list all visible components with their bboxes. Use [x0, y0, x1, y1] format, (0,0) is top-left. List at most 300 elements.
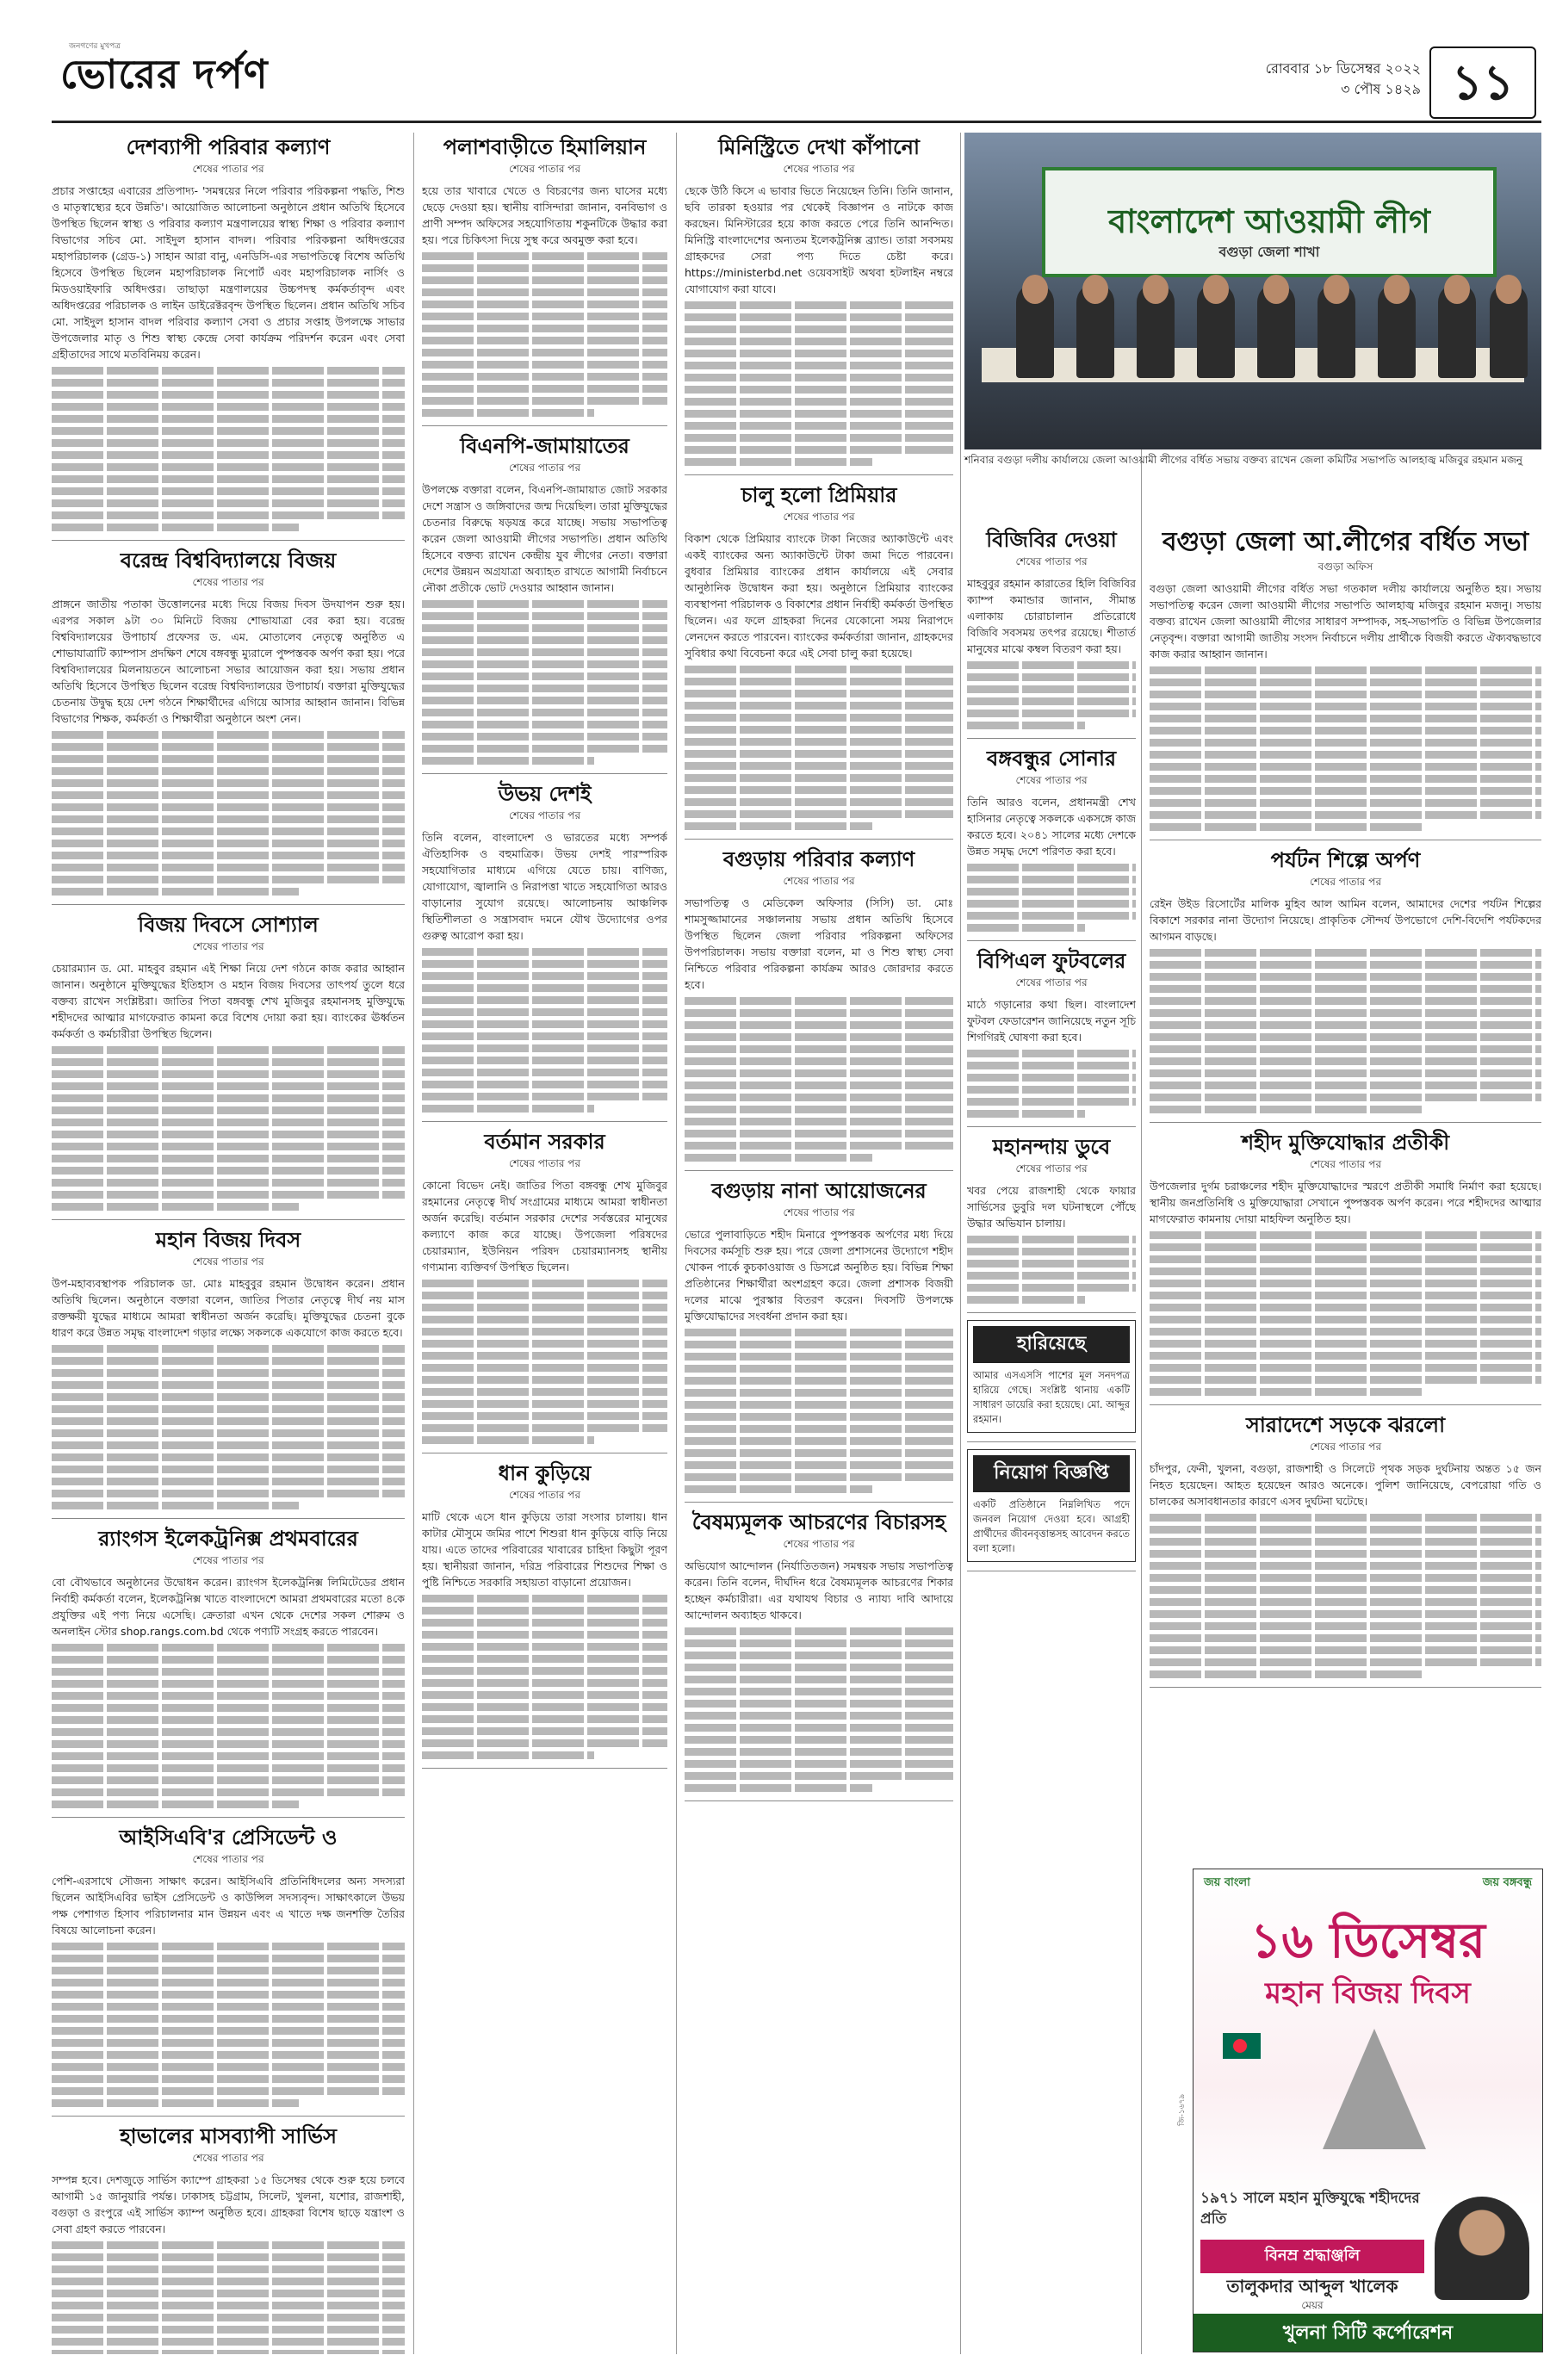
text-line: [685, 1724, 953, 1732]
text-line: [422, 1340, 667, 1348]
story-body: তিনি আরও বলেন, প্রধানমন্ত্রী শেখ হাসিনার নেতৃত্বে সকলকে একসঙ্গে কাজ করতে হবে। ২০৪১ সালের মধ্যে দেশকে উন্নত সমৃদ্ধ দেশে পরিণত করা হবে।: [967, 796, 1136, 858]
headline-wrap: [52, 1227, 405, 1253]
ad-slogans: [1194, 1869, 1542, 1898]
text-line: [685, 386, 953, 394]
text-line: [967, 1260, 1136, 1267]
text-line: [1150, 751, 1541, 759]
story-continuation: শেষের পাতার পর: [1309, 1441, 1382, 1453]
text-line: [52, 1143, 405, 1150]
photo-attendee-head: [1082, 275, 1108, 304]
text-line: [685, 1688, 953, 1695]
text-line: [52, 1740, 405, 1748]
news-story: [422, 134, 667, 417]
text-line: [52, 864, 405, 871]
text-line: [685, 1142, 953, 1150]
text-line: [52, 791, 405, 799]
story-continuation: শেষের পাতার পর: [1309, 1158, 1382, 1170]
text-line: [422, 361, 667, 369]
headline-wrap: [685, 846, 953, 872]
text-line: [685, 1389, 953, 1397]
text-line: [1150, 1514, 1541, 1522]
text-line: [685, 1772, 953, 1780]
text-line: [685, 1009, 953, 1017]
text-line: [422, 984, 667, 992]
text-line: [685, 1676, 953, 1683]
text-line: [1150, 703, 1541, 710]
photo-attendee-head: [1384, 275, 1410, 304]
text-line: [422, 1631, 667, 1639]
text-line: [967, 1272, 1136, 1280]
text-line: [422, 1008, 667, 1016]
text-line: [685, 338, 953, 345]
text-line: [1150, 1255, 1541, 1263]
text-line: [52, 511, 405, 519]
text-line: [52, 463, 405, 471]
text-line: [685, 446, 953, 454]
text-line: [1150, 1106, 1424, 1113]
text-line: [1150, 1292, 1541, 1299]
text-line: [52, 2290, 405, 2297]
text-line: [1150, 1352, 1541, 1360]
ad-slogan-right: জয় বঙ্গবন্ধু: [1482, 1876, 1532, 1889]
headline-wrap: [422, 1460, 667, 1486]
text-line: [1150, 1622, 1541, 1630]
text-line: [52, 1369, 405, 1377]
news-story: [1150, 1130, 1541, 1396]
text-line: [52, 1441, 405, 1449]
text-line: [967, 864, 1136, 871]
text-line: [685, 1033, 953, 1041]
text-line: [52, 755, 405, 763]
story-divider: [1150, 1687, 1541, 1688]
text-line: [1150, 1057, 1541, 1065]
text-line: [52, 827, 405, 835]
text-line: [52, 803, 405, 811]
text-line: [52, 499, 405, 507]
text-line: [52, 427, 405, 435]
text-line: [422, 1316, 667, 1323]
text-line: [422, 960, 667, 968]
ad-tribute-text: ১৯৭১ সালে মহান মুক্তিযুদ্ধে শহীদদের প্রতি: [1200, 2190, 1420, 2228]
text-line: [422, 733, 667, 741]
text-line: [52, 415, 405, 423]
text-line: [52, 1046, 405, 1054]
text-line: [52, 1776, 405, 1784]
text-line: [967, 710, 1136, 717]
text-line: [52, 2314, 405, 2321]
story-body: উপ-মহাব্যবস্থাপক পরিচালক ডা. মোঃ মাহবুবুর রহমান উদ্বোধন করেন। প্রধান অতিথি ছিলেন। অনুষ্ঠানে বক্তারা বলেন, জাতির পিতার নেতৃত্বে দীর্ঘ নয় মাস রক্তক্ষয়ী যুদ্ধের মাধ্যমে আমরা স্বাধীনতা অর্জন করেছি। মুক্তিযুদ্ধের চেতনা বুকে ধারণ করে উন্নত সমৃদ্ধ বাংলাদেশ গড়ার লক্ষ্যে সকলকে একযোগে কাজ করতে হবে।: [52, 1277, 405, 1339]
text-line: [685, 1082, 953, 1089]
story-headline: বিজিবির দেওয়া: [986, 527, 1117, 552]
column-rule: [413, 133, 414, 2354]
column-rule: [960, 133, 961, 2354]
text-line: [52, 1680, 405, 1688]
text-line: [685, 810, 953, 818]
text-line: [1150, 1364, 1541, 1372]
text-line: [422, 1032, 667, 1040]
text-line: [52, 2338, 405, 2346]
text-line: [1150, 973, 1541, 981]
text-line: [422, 697, 667, 704]
story-body: খবর পেয়ে রাজশাহী থেকে ফায়ার সার্ভিসের ডুবুরি দল ঘটনাস্থলে পৌঁছে উদ্ধার অভিযান চালায়।: [967, 1184, 1136, 1230]
text-line: [52, 1764, 405, 1772]
text-line: [422, 264, 667, 272]
classified-title: হারিয়েছে: [973, 1326, 1130, 1363]
news-story: [52, 2123, 405, 2354]
headline-wrap: [967, 948, 1136, 974]
text-line: [422, 1424, 667, 1432]
story-headline: বঙ্গবন্ধুর সোনার: [986, 746, 1117, 771]
memorial-monument-icon: [1323, 2029, 1426, 2149]
story-body: ছেকে উঠি কিসে এ ভাবার ভিতে নিয়েছেন তিনি। তিনি জানান, ছবি তারকা হওয়ার পর থেকেই বিজ্ঞাপন ও নাটকে কাজ করছেন। মিনিস্টারের হয়ে কাজ করতে পেরে তিনি আনন্দিত। মিনিস্ট্রি বাংলাদেশের অন্যতম ইলেকট্রনিক্স ব্র্যান্ড। তারা সবসময় গ্রাহকদের সেরা পণ্য দিতে চেষ্টা করে। https://ministerbd.net ওয়েবসাইট অথবা হটলাইন নম্বরে যোগাযোগ করা যাবে।: [685, 184, 953, 295]
story-headline: বিএনপি-জামায়াতের: [460, 433, 629, 458]
headline-wrap: [1150, 1412, 1541, 1438]
text-line: [422, 660, 667, 668]
text-line: [685, 350, 953, 357]
text-line: [1150, 823, 1424, 831]
text-line: [685, 1401, 953, 1409]
text-line: [52, 1167, 405, 1175]
news-story: [1150, 1412, 1541, 1678]
text-line: [685, 997, 953, 1005]
text-line: [52, 1991, 405, 1999]
text-line: [52, 1082, 405, 1090]
story-continuation: শেষের পাতার পর: [783, 1538, 855, 1550]
text-line: [685, 1700, 953, 1708]
text-line: [422, 972, 667, 980]
story-headline: বগুড়া জেলা আ.লীগের বর্ধিত সভা: [1162, 527, 1529, 557]
news-story: [967, 746, 1136, 932]
text-line: [422, 1352, 667, 1360]
text-line: [1150, 715, 1541, 722]
news-story: [685, 1509, 953, 1792]
text-line: [685, 434, 953, 442]
text-line: [52, 524, 299, 531]
text-line: [685, 714, 953, 722]
text-line: [685, 1057, 953, 1065]
story-divider: [422, 1768, 667, 1769]
text-line: [685, 1712, 953, 1720]
headline-wrap: [422, 1129, 667, 1155]
text-line: [422, 1400, 667, 1408]
text-line: [422, 624, 667, 632]
text-line: [52, 2015, 405, 2023]
text-line: [422, 373, 667, 381]
text-line: [52, 1967, 405, 1974]
text-line: [1150, 949, 1541, 957]
text-line: [422, 288, 667, 296]
text-line: [685, 762, 953, 770]
text-line: [1150, 985, 1541, 993]
story-continuation: শেষের পাতার পর: [508, 809, 581, 821]
story-continuation: শেষের পাতার পর: [783, 875, 855, 887]
text-line: [52, 1728, 405, 1736]
text-line: [52, 2051, 405, 2059]
text-line: [967, 912, 1136, 920]
page-number: ১১: [1429, 46, 1536, 119]
text-line: [967, 1086, 1136, 1094]
text-line: [422, 1105, 594, 1113]
news-story: [422, 781, 667, 1113]
text-line: [422, 1020, 667, 1028]
text-line: [52, 2326, 405, 2334]
story-headline: দেশব্যাপী পরিবার কল্যাণ: [126, 134, 331, 159]
story-continuation: শেষের পাতার পর: [1015, 774, 1088, 786]
photo-attendee-head: [1143, 275, 1169, 304]
text-line: [422, 996, 667, 1004]
text-line: [52, 1179, 405, 1187]
story-headline: উভয় দেশই: [498, 781, 592, 806]
text-line: [1150, 1634, 1541, 1642]
story-body: মাহবুবুর রহমান কারাতের হিলি বিজিবির ক্যাম্প কমান্ডার জানান, সীমান্ত এলাকায় চোরাচালান প্রতিরোধে বিজিবি সবসময় তৎপর রয়েছে। শীতার্ত মানুষের মাঝে কম্বল বিতরণ করা হয়।: [967, 577, 1136, 655]
text-line: [52, 487, 405, 495]
text-line: [422, 709, 667, 716]
text-line: [422, 685, 667, 692]
story-body: তিনি বলেন, বাংলাদেশ ও ভারতের মধ্যে সম্পর্ক ঐতিহাসিক ও বহুমাত্রিক। উভয় দেশই পারস্পরিক সহযোগিতার মাধ্যমে এগিয়ে যেতে চায়। বাণিজ্য, যোগাযোগ, জ্বালানি ও নিরাপত্তা খাতে সহযোগিতা আরও বাড়ানোর সুযোগ রয়েছে। আলোচনায় আঞ্চলিক স্থিতিশীলতা ও সন্ত্রাসবাদ দমনে যৌথ উদ্যোগের ওপর গুরুত্ব আরোপ করা হয়।: [422, 831, 667, 942]
text-line: [422, 648, 667, 656]
text-line: [52, 1692, 405, 1700]
text-line: [52, 391, 405, 399]
lost-notice: [967, 1320, 1136, 1433]
text-line: [422, 1595, 667, 1602]
text-line: [1150, 775, 1541, 783]
text-line: [422, 612, 667, 620]
text-line: [1150, 1231, 1541, 1239]
text-line: [967, 685, 1136, 693]
news-story: [967, 948, 1136, 1118]
story-headline: হাভালের মাসব্যাপী সার্ভিস: [120, 2123, 337, 2148]
text-line: [685, 1461, 953, 1469]
text-line: [1150, 1550, 1541, 1558]
text-line: [685, 786, 953, 794]
text-line: [1150, 997, 1541, 1005]
story-continuation: শেষের পাতার পর: [192, 1853, 264, 1865]
text-line: [685, 1094, 953, 1101]
text-line: [52, 379, 405, 387]
text-line: [422, 1739, 667, 1747]
text-line: [685, 1748, 953, 1756]
text-line: [52, 852, 405, 859]
headline-wrap: [52, 134, 405, 160]
text-line: [1150, 1340, 1541, 1348]
story-headline: আইসিএবি'র প্রেসিডেন্ট ও: [119, 1825, 338, 1850]
news-story: [52, 134, 405, 531]
story-continuation: শেষের পাতার পর: [1309, 876, 1382, 888]
text-line: [52, 1943, 405, 1950]
date-gregorian: রোববার ১৮ ডিসেম্বর ২০২২: [1265, 60, 1421, 77]
text-line: [422, 301, 667, 308]
text-line: [1150, 1045, 1541, 1053]
text-line: [422, 1607, 667, 1615]
story-continuation: শেষের পাতার পর: [508, 1157, 581, 1169]
classified-box: [967, 1449, 1136, 1562]
text-line: [422, 1328, 667, 1336]
text-line: [685, 1353, 953, 1360]
text-line: [1150, 1376, 1541, 1384]
story-continuation: শেষের পাতার পর: [783, 511, 855, 523]
text-line: [1150, 1267, 1541, 1275]
text-line: [52, 888, 299, 896]
story-headline: ধান কুড়িয়ে: [498, 1460, 592, 1485]
story-headline: বগুড়ায় নানা আয়োজনের: [711, 1178, 927, 1203]
text-line: [52, 1490, 405, 1497]
column-5: [1150, 525, 1541, 1860]
text-line: [1150, 666, 1541, 674]
text-line: [422, 757, 594, 765]
date-bengali: ৩ পৌষ ১৪২৯: [1341, 81, 1421, 97]
story-continuation: শেষের পাতার পর: [783, 1206, 855, 1218]
mayor-portrait: [1435, 2197, 1529, 2300]
story-body: মাঠে গড়ানোর কথা ছিল। বাংলাদেশ ফুটবল ফেডারেশন জানিয়েছে নতুন সূচি শিগগিরই ঘোষণা করা হবে।: [967, 998, 1136, 1044]
story-headline: বর্তমান সরকার: [484, 1129, 605, 1154]
text-line: [422, 1655, 667, 1663]
text-line: [422, 1081, 667, 1088]
news-story: [685, 846, 953, 1162]
story-continuation: শেষের পাতার পর: [508, 462, 581, 474]
text-line: [52, 451, 405, 459]
text-line: [685, 1627, 953, 1635]
column-rule: [676, 133, 677, 2354]
text-line: [685, 1341, 953, 1348]
headline-wrap: [52, 2123, 405, 2149]
text-line: [1150, 1082, 1541, 1089]
story-continuation: শেষের পাতার পর: [192, 1554, 264, 1566]
story-divider: [967, 738, 1136, 739]
headline-wrap: [52, 548, 405, 573]
text-line: [422, 721, 667, 728]
text-line: [52, 475, 405, 483]
story-headline: চালু হলো প্রিমিয়ার: [741, 482, 897, 507]
text-line: [422, 1667, 667, 1675]
text-line: [422, 1691, 667, 1699]
text-line: [1150, 1388, 1424, 1396]
photo-attendee-head: [1324, 275, 1349, 304]
text-line: [685, 1473, 953, 1481]
story-divider: [685, 839, 953, 840]
text-line: [52, 2075, 405, 2083]
text-line: [422, 1715, 667, 1723]
story-divider: [52, 1219, 405, 1220]
column-2: [422, 133, 667, 2354]
ad-person-name: তালুকদার আব্দুল খালেক: [1226, 2276, 1398, 2296]
text-line: [52, 2253, 405, 2261]
headline-wrap: [967, 1134, 1136, 1160]
story-divider: [685, 474, 953, 475]
text-line: [422, 313, 667, 320]
photo-banner: [1042, 167, 1497, 277]
text-line: [422, 252, 667, 260]
news-story: [422, 1460, 667, 1759]
text-line: [1150, 1610, 1541, 1618]
story-headline: বিপিএল ফুটবলের: [976, 948, 1126, 973]
text-line: [1150, 727, 1541, 734]
text-line: [422, 276, 667, 284]
text-line: [685, 458, 872, 466]
column-4: [967, 525, 1136, 2351]
story-divider: [967, 940, 1136, 941]
text-line: [1150, 1658, 1541, 1666]
text-line: [52, 2265, 405, 2273]
text-line: [52, 815, 405, 823]
text-line: [1150, 1243, 1541, 1251]
text-line: [422, 337, 667, 344]
news-story: [1150, 527, 1541, 831]
text-line: [685, 410, 953, 418]
text-line: [685, 422, 953, 430]
story-body: সভাপতিত্ব ও মেডিকেল অফিসার (সিসি) ডা. মোঃ শামসুজ্জামানের সঞ্চালনায় সভায় প্রধান অতিথি হিসেবে উপস্থিত ছিলেন জেলা পরিবার পরিকল্পনা অফিসের উপপরিচালক। সভায় বক্তারা বলেন, মা ও শিশু স্বাস্থ্য সেবা নিশ্চিতে পরিবার পরিকল্পনা কার্যক্রম আরও জোরদার করতে হবে।: [685, 896, 953, 991]
story-body: বগুড়া জেলা আওয়ামী লীগের বর্ধিত সভা গতকাল দলীয় কার্যালয়ে অনুষ্ঠিত হয়। সভায় সভাপতিত্ব করেন জেলা আওয়ামী লীগের সভাপতি আলহাজ্ব মজিবুর রহমান মজনু। সভায় বক্তব্য রাখেন জেলা আওয়ামী লীগের সাধারণ সম্পাদক, সহ-সভাপতি ও বিভিন্ন উপজেলার নেতৃবৃন্দ। বক্তারা আগামী জাতীয় সংসদ নির্বাচনে দলীয় প্রার্থীকে বিজয়ী করতে ঐক্যবদ্ধভাবে কাজ করার আহ্বান জানান।: [1150, 582, 1541, 660]
text-line: [685, 738, 953, 746]
text-line: [52, 1155, 405, 1162]
photo-caption: শনিবার বগুড়া দলীয় কার্যালয়ে জেলা আওয়ামী লীগের বর্ধিত সভায় বক্তব্য রাখেন জেলা কমিটির সভাপতি আলহাজ্ব মজিবুর রহমান মজনু: [964, 454, 1522, 466]
photo-attendee-head: [1022, 275, 1048, 304]
issue-dates: [1266, 59, 1421, 100]
classified-title: নিয়োগ বিজ্ঞপ্তি: [973, 1455, 1130, 1492]
text-line: [967, 900, 1136, 908]
news-story: [52, 1526, 405, 1808]
text-line: [52, 2278, 405, 2285]
photo-attendee-head: [1444, 275, 1470, 304]
text-line: [52, 1070, 405, 1078]
text-line: [685, 1329, 953, 1336]
text-line: [422, 1364, 667, 1372]
news-story: [967, 1134, 1136, 1304]
text-line: [685, 1377, 953, 1385]
news-story: [52, 1825, 405, 2107]
text-line: [422, 672, 667, 680]
text-line: [685, 362, 953, 369]
story-divider: [422, 773, 667, 774]
text-line: [422, 1727, 667, 1735]
text-line: [422, 397, 667, 405]
story-body: প্রচার সপ্তাহের এবারের প্রতিপাদ্য- 'সমন্বয়ের নিলে পরিবার পরিকল্পনা পদ্ধতি, শিশু ও মাতৃস্বাস্থ্যের হবে উন্নতি'। আয়োজিত আলোচনা অনুষ্ঠানে প্রধান অতিথি হিসেবে উপস্থিত ছিলেন স্বাস্থ্য ও পরিবার কল্যাণ মন্ত্রণালয়ের স্বাস্থ্য শিক্ষা ও পরিবার কল্যাণ বিভাগের সচিব মো. সাইদুল হাসান বাদল। পরিবার পরিকল্পনা অধিদপ্তরের মহাপরিচালক (গ্রেড-১) সাহান আরা বানু, এনডিসি-এর সভাপতিত্বে বিশেষ অতিথি হিসেবে উপস্থিত ছিলেন মহাপরিচালক নিপোর্ট এবং মহাপরিচালক নার্সিং ও মিডওয়াইফারি অধিদপ্তর। তাছাড়া মন্ত্রণালয়ের উচ্চপদস্থ কর্মকর্তাবৃন্দ এবং অধিদপ্তরের পরিচালক ও লাইন ডাইরেক্টরবৃন্দ উপস্থিত ছিলেন। প্রধান অতিথি সচিব মো. সাইদুল হাসান বাদল পরিবার কল্যাণ সেবা ও প্রচার সপ্তাহ উপলক্ষে সাভার উপজেলার মাতৃ ও শিশু স্বাস্থ্য কেন্দ্রে সেবা কার্যক্রম পরিদর্শন করেন এবং সেবা গ্রহীতাদের সাথে মতবিনিময় করেন।: [52, 184, 405, 361]
text-line: [422, 1619, 667, 1627]
text-line: [52, 1345, 405, 1353]
ad-slogan-left: জয় বাংলা: [1204, 1876, 1250, 1889]
text-line: [52, 2241, 405, 2249]
text-line: [967, 697, 1136, 705]
news-story: [685, 134, 953, 466]
story-divider: [1150, 1404, 1541, 1405]
text-line: [1150, 1598, 1541, 1606]
story-divider: [967, 1441, 1136, 1442]
story-divider: [685, 1170, 953, 1171]
text-line: [685, 1154, 872, 1162]
headline-wrap: [422, 134, 667, 160]
text-line: [422, 1292, 667, 1299]
text-line: [1150, 787, 1541, 795]
text-line: [967, 661, 1136, 669]
story-headline: মহান বিজয় দিবস: [155, 1227, 301, 1252]
text-line: [685, 1736, 953, 1744]
text-line: [52, 1788, 405, 1796]
headline-wrap: [422, 781, 667, 807]
text-line: [422, 745, 667, 753]
story-body: সম্পন্ন হবে। দেশজুড়ে সার্ভিস ক্যাম্পে গ্রাহকরা ১৫ ডিসেম্বর থেকে শুরু হয়ে চলবে আগামী ১৫ জানুয়ারি পর্যন্ত। ঢাকাসহ চট্টগ্রাম, সিলেট, খুলনা, যশোর, রাজশাহী, বগুড়া ও রংপুরে এই সার্ভিস ক্যাম্প অনুষ্ঠিত হবে। গ্রাহকরা বিশেষ ছাড়ে যন্ত্রাংশ ও সেবা গ্রহণ করতে পারবেন।: [52, 2173, 405, 2235]
text-line: [52, 2302, 405, 2309]
text-line: [52, 2063, 405, 2071]
text-line: [1150, 1574, 1541, 1582]
headline-wrap: [422, 433, 667, 459]
text-line: [1150, 799, 1541, 807]
story-headline: বরেন্দ্র বিশ্ববিদ্যালয়ে বিজয়: [120, 548, 337, 573]
text-line: [52, 1417, 405, 1425]
text-line: [52, 731, 405, 739]
newspaper-page: [52, 43, 1541, 2359]
text-line: [422, 1703, 667, 1711]
story-body: চাঁদপুর, ফেনী, খুলনা, বগুড়া, রাজশাহী ও সিলেটে পৃথক সড়ক দুর্ঘটনায় অন্তত ১৫ জন নিহত হয়েছেন। আহত হয়েছেন আরও অনেকে। পুলিশ জানিয়েছে, বেপরোয়া গতি ও চালকের অসাবধানতার কারণে এসব দুর্ঘটনা ঘটেছে।: [1150, 1462, 1541, 1508]
story-continuation: শেষের পাতার পর: [508, 1489, 581, 1501]
